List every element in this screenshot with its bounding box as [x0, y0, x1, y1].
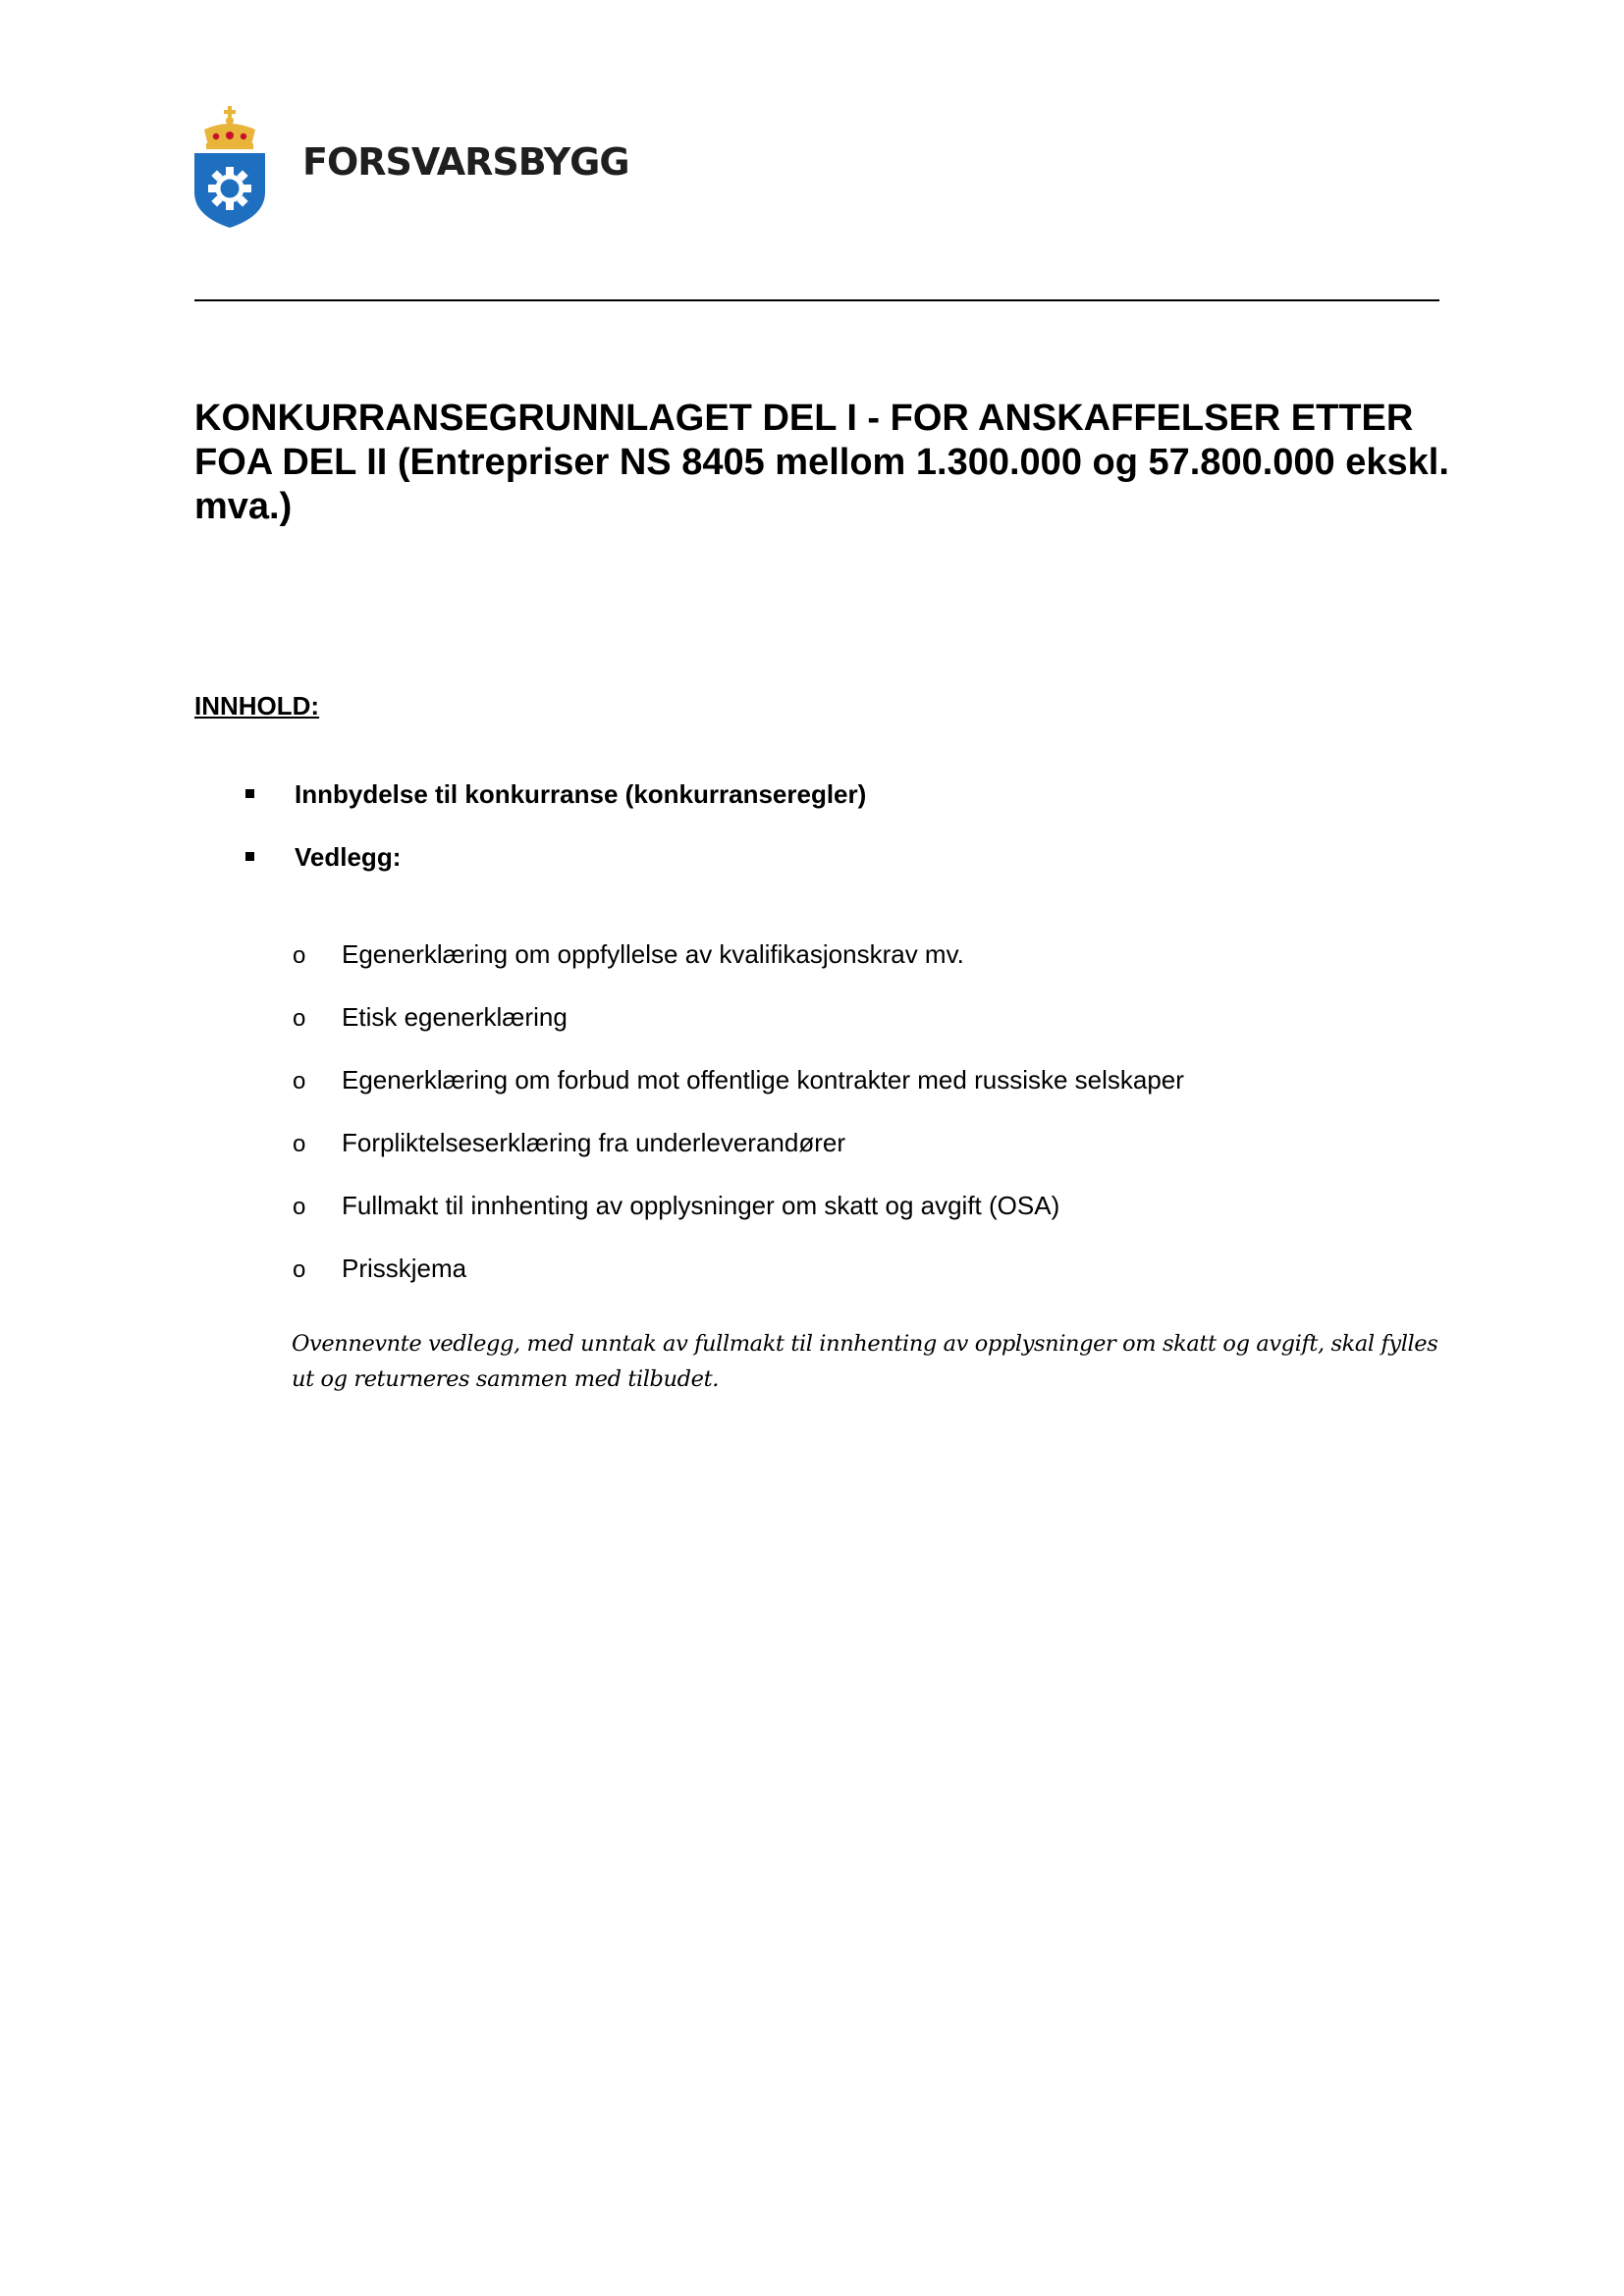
circle-bullet-icon: o [293, 1131, 306, 1157]
brand-name: FORSVARSBYGG [302, 140, 629, 184]
header-divider [194, 299, 1439, 301]
circle-bullet-icon: o [293, 1068, 306, 1095]
attachment-label: Etisk egenerklæring [342, 1002, 568, 1032]
list-item-label: Vedlegg: [295, 842, 402, 872]
list-item-label: Innbydelse til konkurranse (konkurranseregler) [295, 779, 867, 809]
contents-heading: INNHOLD: [194, 691, 320, 721]
circle-bullet-icon: o [293, 1194, 306, 1220]
circle-bullet-icon: o [293, 1005, 306, 1032]
document-title: KONKURRANSEGRUNNLAGET DEL I - FOR ANSKAFFELSER ETTER FOA DEL II (Entrepriser NS 8405 mellom 1.300.000 og 57.800.000 ekskl. mva.) [194, 398, 1449, 527]
attachment-label: Egenerklæring om oppfyllelse av kvalifikasjonskrav mv. [342, 939, 964, 969]
square-bullet-icon [245, 852, 254, 861]
circle-bullet-icon: o [293, 942, 306, 969]
attachment-label: Egenerklæring om forbud mot offentlige kontrakter med russiske selskaper [342, 1065, 1184, 1095]
attachment-label: Forpliktelseserklæring fra underleverandører [342, 1128, 845, 1157]
attachment-label: Fullmakt til innhenting av opplysninger om skatt og avgift (OSA) [342, 1191, 1060, 1220]
attachment-label: Prisskjema [342, 1254, 467, 1283]
square-bullet-icon [245, 789, 254, 798]
circle-bullet-icon: o [293, 1256, 306, 1283]
attachments-note: Ovennevnte vedlegg, med unntak av fullmakt til innhenting av opplysninger om skatt og avgift, skal fylles ut og returneres sammen med tilbudet. [292, 1331, 1438, 1392]
forsvarsbygg-crest-logo [194, 106, 265, 228]
